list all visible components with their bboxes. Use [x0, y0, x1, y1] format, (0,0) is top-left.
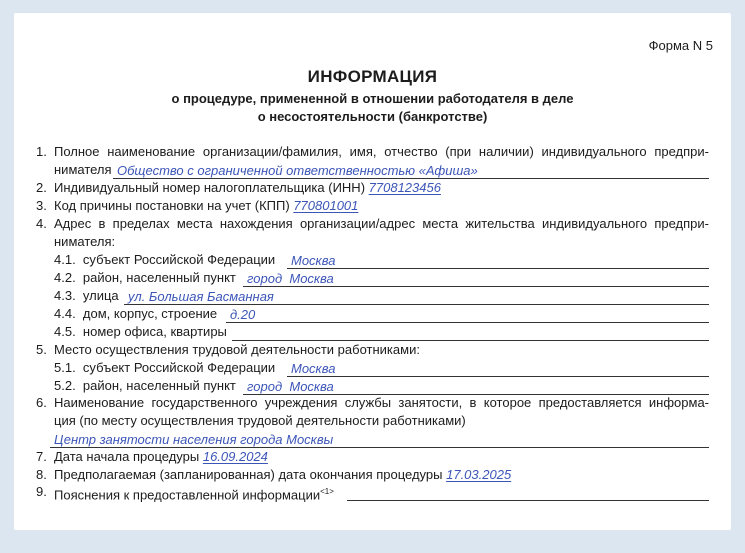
form-subtitle [14, 90, 731, 126]
item-4-4-number: 4.4. [54, 306, 76, 321]
subtitle-line-2: о несостоятельности (банкротстве) [257, 109, 488, 124]
item-7-label: Дата начала процедуры [54, 449, 200, 464]
item-4-3-value: ул. Большая Басманная [128, 289, 274, 304]
item-4-1-number: 4.1. [54, 252, 76, 267]
item-9-label: Пояснения к предоставленной информации [54, 487, 321, 503]
item-5-1-value: Москва [291, 361, 336, 376]
item-5-number: 5. [36, 342, 47, 357]
item-4-label-line-2: нимателя: [54, 234, 116, 249]
item-4-3-field[interactable] [124, 287, 709, 305]
item-4-2-field[interactable] [243, 269, 709, 287]
item-2-number: 2. [36, 180, 47, 195]
item-6-label-line-2: ция (по месту осуществления трудовой деятельности работниками) [54, 413, 466, 428]
item-4-3-label: улица [82, 288, 119, 303]
item-4-2-label: район, населенный пункт [82, 270, 236, 285]
item-6-number: 6. [36, 395, 47, 410]
item-7-value[interactable]: 16.09.2024 [202, 449, 268, 464]
item-7-number: 7. [36, 449, 47, 464]
item-5-1-field[interactable] [287, 359, 709, 377]
item-5-2-value: город Москва [247, 379, 334, 394]
item-3-label: Код причины постановки на учет (КПП) [54, 198, 290, 213]
item-3-number: 3. [36, 198, 47, 213]
item-1-value: Общество с ограниченной ответственностью «Афиша» [117, 163, 478, 178]
item-9-number: 9. [36, 484, 47, 499]
item-4-3-number: 4.3. [54, 288, 76, 303]
item-4-label-line-1: Адрес в пределах места нахождения организации/адрес места жительства индивидуального предпри- [54, 216, 709, 231]
item-4-2-number: 4.2. [54, 270, 76, 285]
item-9-field[interactable] [347, 483, 709, 501]
item-8-number: 8. [36, 467, 47, 482]
item-6-value: Центр занятости населения города Москвы [54, 432, 334, 447]
item-8-label: Предполагаемая (запланированная) дата окончания процедуры [54, 467, 443, 482]
item-1-field[interactable] [113, 161, 709, 179]
item-4-1-value: Москва [291, 253, 336, 268]
item-4-5-label: номер офиса, квартиры [82, 324, 227, 339]
item-5-1-number: 5.1. [54, 360, 76, 375]
item-4-5-field[interactable] [232, 323, 709, 341]
item-5-2-field[interactable] [243, 377, 709, 395]
item-4-4-field[interactable] [226, 305, 709, 323]
item-6-field[interactable] [50, 430, 709, 448]
item-4-5-number: 4.5. [54, 324, 76, 339]
item-8-value[interactable]: 17.03.2025 [446, 467, 512, 482]
item-1-label-line-1: Полное наименование организации/фамилия, имя, отчество (при наличии) индивидуального предпри- [54, 144, 709, 159]
item-3-value[interactable]: 770801001 [293, 198, 359, 213]
form-number: Форма N 5 [648, 38, 713, 53]
item-6-label-line-1: Наименование государственного учреждения службы занятости, в которое предоставляется информа- [54, 395, 709, 410]
item-2-value[interactable]: 7708123456 [368, 180, 441, 195]
item-9-footnote: <1> [320, 487, 334, 496]
item-5-2-number: 5.2. [54, 378, 76, 393]
item-4-number: 4. [36, 216, 47, 231]
item-4-1-label: субъект Российской Федерации [82, 252, 276, 267]
form-title: ИНФОРМАЦИЯ [307, 67, 438, 86]
subtitle-line-1: о процедуре, примененной в отношении работодателя в деле [171, 91, 574, 106]
item-1-label-line-2: нимателя [54, 162, 112, 177]
item-2-label: Индивидуальный номер налогоплательщика (ИНН) [54, 180, 366, 195]
item-5-label: Место осуществления трудовой деятельности работниками: [54, 342, 420, 357]
item-4-1-field[interactable] [287, 251, 709, 269]
item-5-1-label: субъект Российской Федерации [82, 360, 276, 375]
item-4-2-value: город Москва [247, 271, 334, 286]
item-1-number: 1. [36, 144, 47, 159]
item-4-4-value: д.20 [230, 307, 256, 322]
item-4-4-label: дом, корпус, строение [82, 306, 218, 321]
item-5-2-label: район, населенный пункт [82, 378, 236, 393]
form-sheet [14, 13, 731, 530]
